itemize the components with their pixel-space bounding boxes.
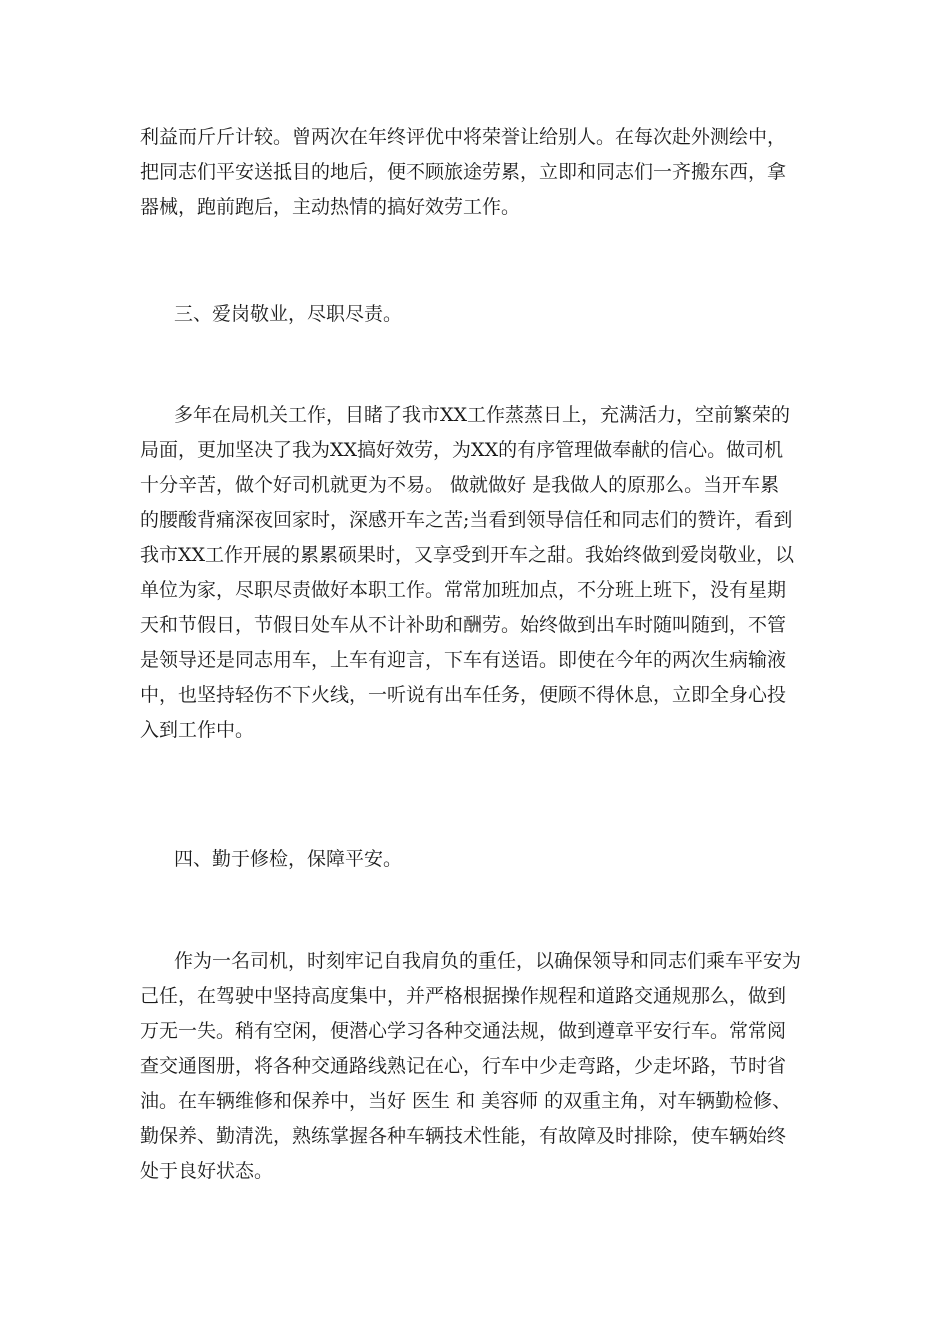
section-heading-4: 四、勤于修检，保障平安。 [174, 848, 403, 870]
section-heading-3: 三、爱岗敬业，尽职尽责。 [174, 303, 403, 325]
paragraph-line: 把同志们平安送抵目的地后，便不顾旅途劳累，立即和同志们一齐搬东西，拿 [140, 161, 787, 183]
paragraph-line: 勤保养、勤清洗，熟练掌握各种车辆技术性能，有故障及时排除，使车辆始终 [140, 1125, 787, 1147]
paragraph-line: 利益而斤斤计较。曾两次在年终评优中将荣誉让给别人。在每次赴外测绘中， [140, 126, 787, 148]
paragraph-1 [140, 120, 810, 225]
paragraph-line: 我市XX工作开展的累累硕果时，又享受到开车之甜。我始终做到爱岗敬业，以 [140, 544, 795, 566]
paragraph-line: 入到工作中。 [140, 719, 255, 741]
paragraph-line: 十分辛苦，做个好司机就更为不易。 做就做好 是我做人的原那么。当开车累 [140, 474, 780, 496]
paragraph-line: 处于良好状态。 [140, 1160, 274, 1182]
paragraph-line: 局面，更加坚决了我为XX搞好效劳，为XX的有序管理做奉献的信心。做司机 [140, 439, 784, 461]
paragraph-line: 作为一名司机，时刻牢记自我肩负的重任，以确保领导和同志们乘车平安为 [174, 950, 802, 972]
paragraph-line: 是领导还是同志用车，上车有迎言，下车有送语。即使在今年的两次生病输液 [140, 649, 787, 671]
paragraph-line: 油。在车辆维修和保养中，当好 医生 和 美容师 的双重主角，对车辆勤检修、 [140, 1090, 792, 1112]
paragraph-line: 的腰酸背痛深夜回家时，深感开车之苦;当看到领导信任和同志们的赞许，看到 [140, 509, 793, 531]
paragraph-2 [140, 398, 810, 748]
paragraph-line: 中，也坚持轻伤不下火线，一听说有出车任务，便顾不得休息，立即全身心投 [140, 684, 787, 706]
paragraph-line: 器械，跑前跑后，主动热情的搞好效劳工作。 [140, 196, 521, 218]
paragraph-line: 天和节假日，节假日处车从不计补助和酬劳。始终做到出车时随叫随到，不管 [140, 614, 787, 636]
paragraph-line: 万无一失。稍有空闲，便潜心学习各种交通法规，做到遵章平安行车。常常阅 [140, 1020, 787, 1042]
paragraph-line: 多年在局机关工作，目睹了我市XX工作蒸蒸日上，充满活力，空前繁荣的 [174, 404, 791, 426]
paragraph-line: 查交通图册，将各种交通路线熟记在心，行车中少走弯路，少走坏路，节时省 [140, 1055, 787, 1077]
paragraph-line: 单位为家，尽职尽责做好本职工作。常常加班加点，不分班上班下，没有星期 [140, 579, 787, 601]
paragraph-line: 己任，在驾驶中坚持高度集中，并严格根据操作规程和道路交通规那么，做到 [140, 985, 787, 1007]
paragraph-3 [140, 944, 810, 1189]
